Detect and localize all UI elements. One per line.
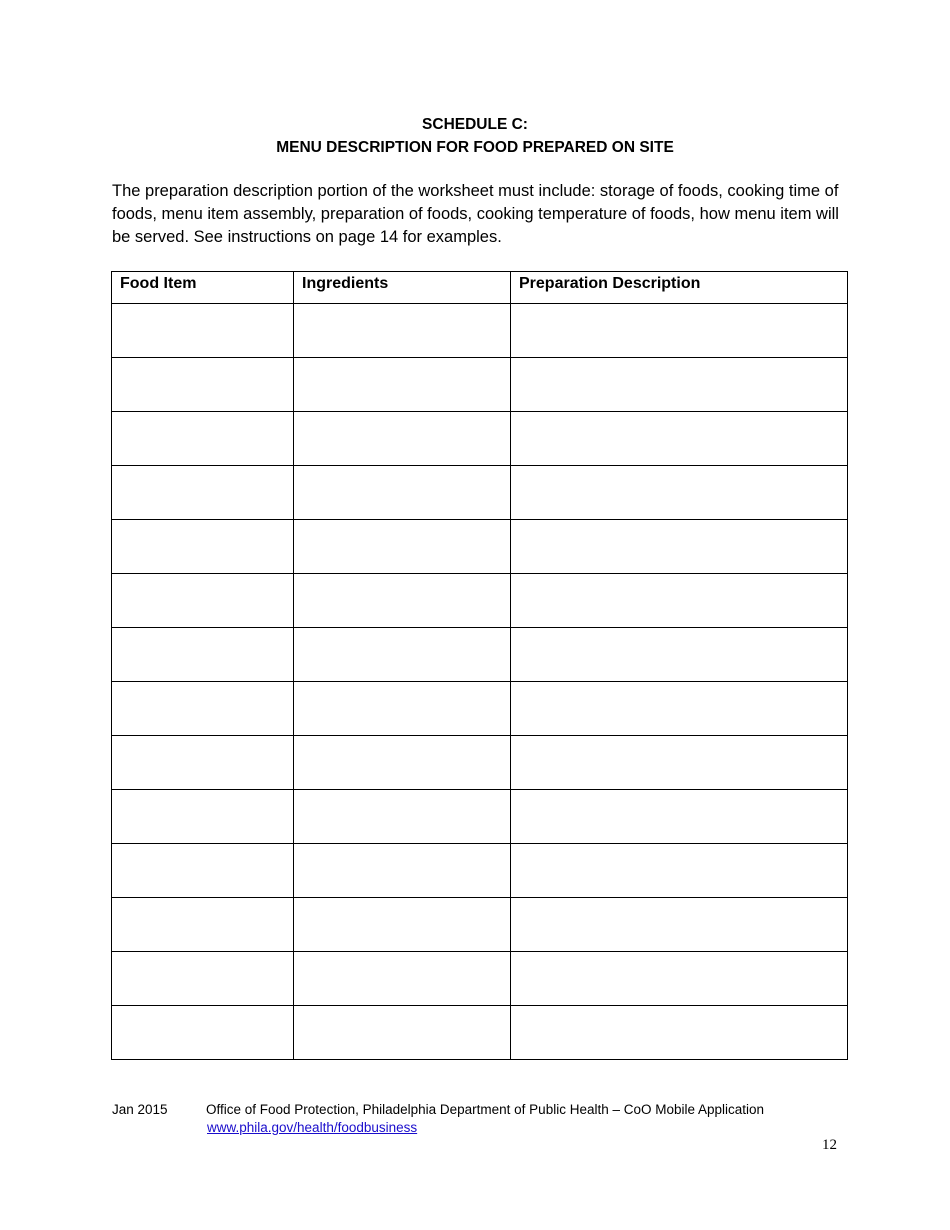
table-row (112, 736, 848, 790)
page-number: 12 (822, 1137, 837, 1153)
preparation-cell[interactable] (511, 898, 848, 952)
header-ingredients: Ingredients (294, 272, 511, 304)
ingredients-cell[interactable] (294, 682, 511, 736)
ingredients-cell[interactable] (294, 898, 511, 952)
ingredients-cell[interactable] (294, 844, 511, 898)
schedule-title: SCHEDULE C: (422, 116, 528, 133)
table-row (112, 1006, 848, 1060)
ingredients-cell[interactable] (294, 358, 511, 412)
preparation-cell[interactable] (511, 682, 848, 736)
header-preparation-description: Preparation Description (511, 272, 848, 304)
schedule-subtitle: MENU DESCRIPTION FOR FOOD PREPARED ON SITE (276, 139, 674, 156)
ingredients-cell[interactable] (294, 736, 511, 790)
ingredients-cell[interactable] (294, 574, 511, 628)
footer-date: Jan 2015 (112, 1102, 168, 1117)
preparation-cell[interactable] (511, 844, 848, 898)
food-item-cell[interactable] (112, 736, 294, 790)
table-row (112, 844, 848, 898)
food-item-cell[interactable] (112, 520, 294, 574)
food-item-cell[interactable] (112, 1006, 294, 1060)
table-row (112, 358, 848, 412)
preparation-cell[interactable] (511, 304, 848, 358)
preparation-cell[interactable] (511, 466, 848, 520)
menu-description-table (111, 271, 848, 1060)
food-item-cell[interactable] (112, 790, 294, 844)
footer-organization: Office of Food Protection, Philadelphia Department of Public Health – CoO Mobile Application (206, 1102, 765, 1117)
header-food-item: Food Item (112, 272, 294, 304)
food-item-cell[interactable] (112, 628, 294, 682)
food-item-cell[interactable] (112, 412, 294, 466)
table-row (112, 790, 848, 844)
preparation-cell[interactable] (511, 952, 848, 1006)
food-item-cell[interactable] (112, 898, 294, 952)
preparation-cell[interactable] (511, 358, 848, 412)
table-row (112, 304, 848, 358)
table-row (112, 412, 848, 466)
ingredients-cell[interactable] (294, 628, 511, 682)
footer-website-link[interactable]: www.phila.gov/health/foodbusiness (207, 1120, 418, 1135)
preparation-cell[interactable] (511, 736, 848, 790)
food-item-cell[interactable] (112, 952, 294, 1006)
ingredients-cell[interactable] (294, 520, 511, 574)
food-item-cell[interactable] (112, 304, 294, 358)
preparation-cell[interactable] (511, 628, 848, 682)
table-row (112, 628, 848, 682)
food-item-cell[interactable] (112, 844, 294, 898)
table-row (112, 952, 848, 1006)
ingredients-cell[interactable] (294, 304, 511, 358)
ingredients-cell[interactable] (294, 412, 511, 466)
ingredients-cell[interactable] (294, 790, 511, 844)
table-header-row (112, 272, 848, 304)
food-item-cell[interactable] (112, 466, 294, 520)
preparation-cell[interactable] (511, 574, 848, 628)
table-row (112, 466, 848, 520)
ingredients-cell[interactable] (294, 466, 511, 520)
table-row (112, 520, 848, 574)
food-item-cell[interactable] (112, 574, 294, 628)
instructions-paragraph: The preparation description portion of the worksheet must include: storage of foods, cooking time of foods, menu item assembly, preparation of foods, cooking temperature of foods, how menu item will be served. See instructions on page 14 for examples. (112, 182, 839, 246)
table-row (112, 574, 848, 628)
table-row (112, 682, 848, 736)
food-item-cell[interactable] (112, 682, 294, 736)
ingredients-cell[interactable] (294, 952, 511, 1006)
table-row (112, 898, 848, 952)
preparation-cell[interactable] (511, 1006, 848, 1060)
ingredients-cell[interactable] (294, 1006, 511, 1060)
food-item-cell[interactable] (112, 358, 294, 412)
preparation-cell[interactable] (511, 790, 848, 844)
preparation-cell[interactable] (511, 412, 848, 466)
preparation-cell[interactable] (511, 520, 848, 574)
